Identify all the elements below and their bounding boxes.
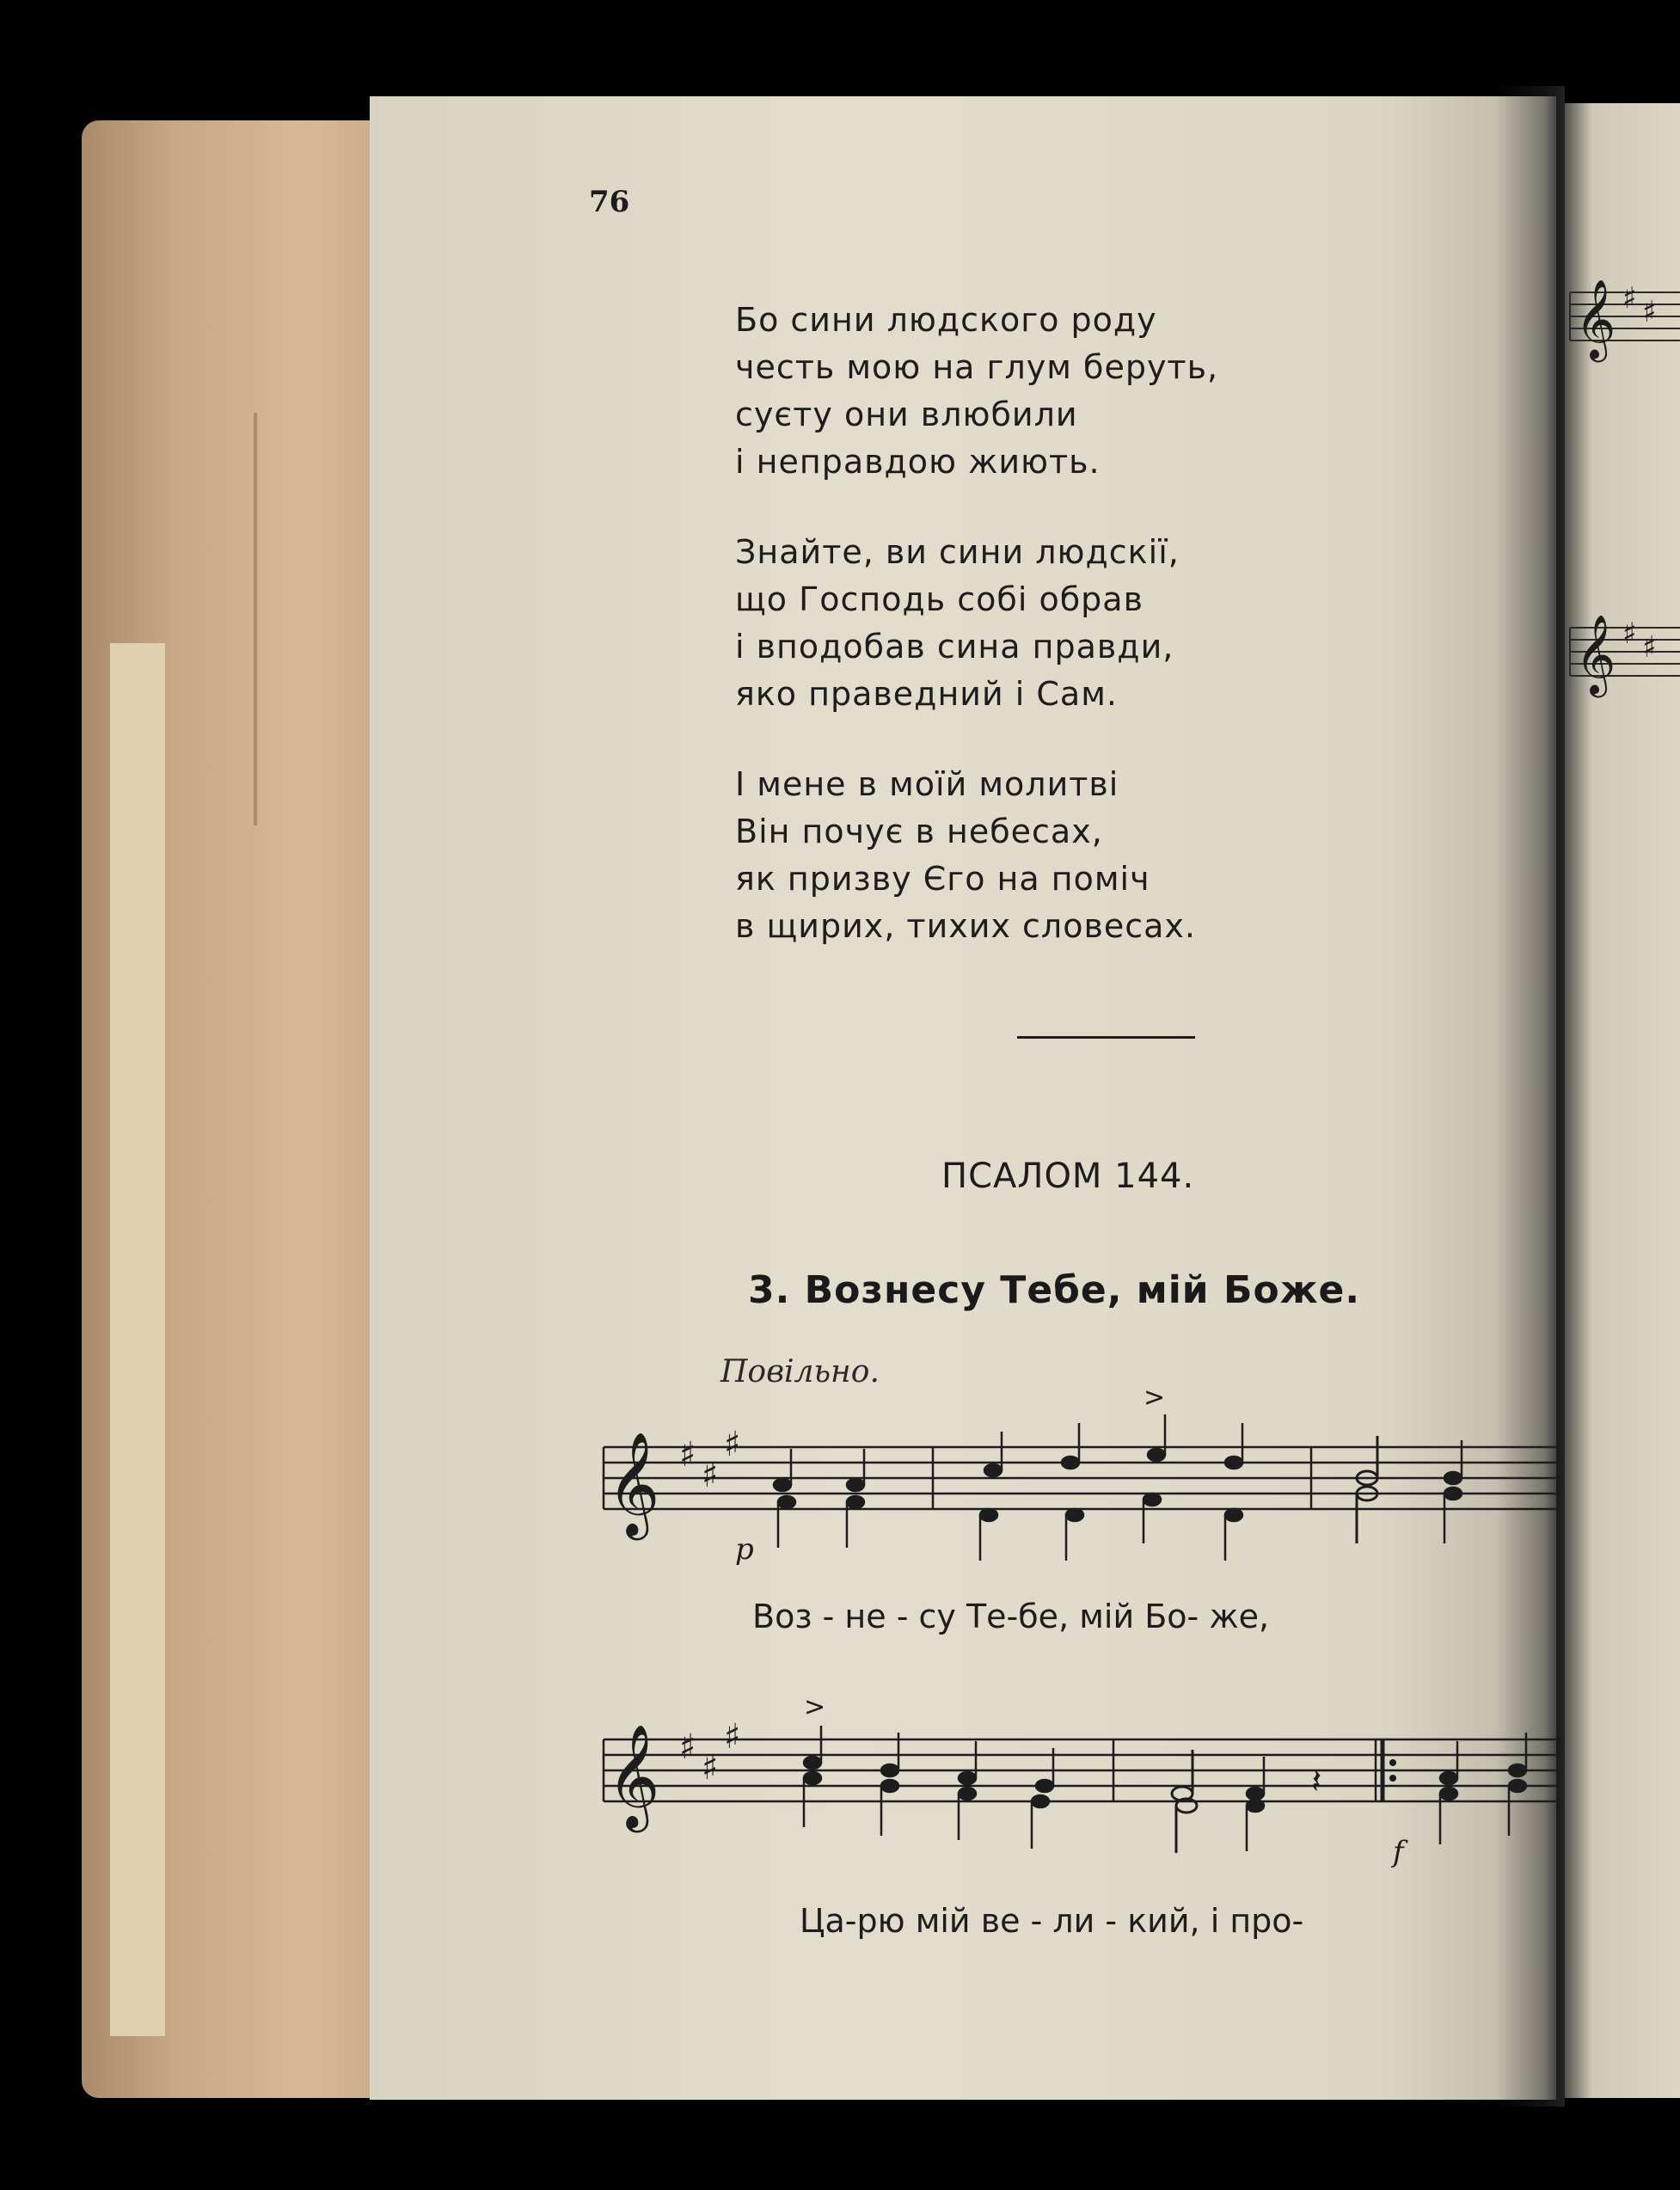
lyrics-line-2: Ца-рю мій ве - ли - кий, і про- bbox=[800, 1902, 1304, 1940]
stanza-line: Знайте, ви сини людскії, bbox=[735, 533, 1180, 571]
treble-clef-icon: 𝄞 bbox=[607, 1431, 660, 1536]
music-staff-1 bbox=[593, 1383, 1556, 1612]
stanza-line: І мене в моїй молитві bbox=[735, 765, 1119, 803]
stanza-2 bbox=[735, 529, 1180, 718]
svg-text:♯: ♯ bbox=[1642, 630, 1657, 665]
sharp-icon: ♯ bbox=[679, 1435, 696, 1475]
psalm-heading: ПСАЛОМ 144. bbox=[941, 1156, 1195, 1196]
tempo-marking: Повільно. bbox=[720, 1354, 880, 1389]
music-staff-2 bbox=[593, 1681, 1556, 1905]
dynamic-mark: f bbox=[1393, 1835, 1404, 1869]
sharp-icon: ♯ bbox=[724, 1425, 741, 1464]
stanza-3 bbox=[735, 761, 1196, 950]
stanza-line: що Господь собі обрав bbox=[735, 580, 1144, 618]
right-page-staff-1 bbox=[1558, 232, 1680, 404]
stanza-line: як призву Єго на поміч bbox=[735, 860, 1150, 898]
sharp-icon: ♯ bbox=[724, 1717, 741, 1757]
stanza-line: Бо сини людского роду bbox=[735, 301, 1157, 339]
right-page-staff-2 bbox=[1558, 567, 1680, 739]
treble-clef-icon: 𝄞 bbox=[607, 1723, 660, 1828]
book-edge-highlight bbox=[110, 643, 165, 2036]
dynamic-mark: p bbox=[735, 1532, 754, 1567]
lyrics-line-1: Воз - не - су Те-бе, мій Бо- же, bbox=[752, 1598, 1270, 1635]
notes-measure-3 bbox=[1357, 1436, 1377, 1543]
stanza-1 bbox=[735, 297, 1218, 486]
stanza-line: Він почує в небесах, bbox=[735, 813, 1103, 850]
sharp-icon: ♯ bbox=[702, 1748, 719, 1788]
accent-mark: > bbox=[1144, 1383, 1166, 1413]
stanza-line: суєту они влюбили bbox=[735, 396, 1078, 433]
accent-mark: > bbox=[804, 1692, 826, 1722]
notes-measure-1 bbox=[804, 1726, 1053, 1849]
book-edge-crease bbox=[254, 413, 257, 825]
svg-text:♯: ♯ bbox=[1642, 295, 1657, 329]
sharp-icon: ♯ bbox=[702, 1456, 719, 1495]
page-number: 76 bbox=[589, 185, 630, 219]
stanza-line: яко праведний і Сам. bbox=[735, 675, 1118, 713]
section-divider bbox=[1017, 1036, 1195, 1039]
stanza-line: в щирих, тихих словесах. bbox=[735, 907, 1196, 945]
svg-text:♯: ♯ bbox=[1622, 617, 1637, 651]
notes-measure-1 bbox=[774, 1414, 1242, 1561]
stanza-line: честь мою на глум беруть, bbox=[735, 348, 1219, 386]
treble-clef-icon: 𝄞 bbox=[1575, 614, 1616, 694]
song-title: 3. Вознесу Тебе, мій Боже. bbox=[748, 1268, 1361, 1312]
stanza-line: і вподобав сина правди, bbox=[735, 628, 1174, 666]
rest-icon: 𝄽 bbox=[1311, 1762, 1322, 1801]
sharp-icon: ♯ bbox=[679, 1727, 696, 1767]
treble-clef-icon: 𝄞 bbox=[1575, 279, 1616, 359]
stanza-line: і неправдою жиють. bbox=[735, 443, 1101, 481]
svg-text:♯: ♯ bbox=[1622, 281, 1637, 316]
